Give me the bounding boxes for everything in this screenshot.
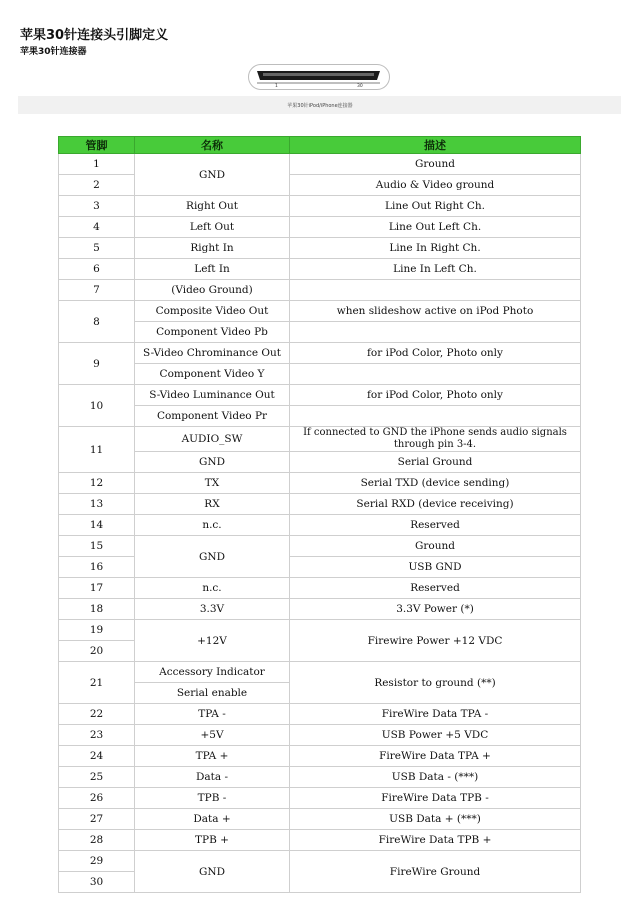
- table-cell: Reserved: [290, 515, 581, 536]
- table-row-1: [59, 154, 581, 175]
- table-row-19: [59, 620, 581, 641]
- table-cell: n.c.: [135, 578, 290, 599]
- table-cell: 25: [59, 767, 135, 788]
- table-cell: Line In Left Ch.: [290, 259, 581, 280]
- table-cell: 16: [59, 557, 135, 578]
- table-row-21a: [59, 662, 581, 683]
- table-row-14: [59, 515, 581, 536]
- table-row-22: [59, 704, 581, 725]
- table-cell: FireWire Data TPB -: [290, 788, 581, 809]
- table-row-11b: [59, 452, 581, 473]
- table-cell: Accessory Indicator: [135, 662, 290, 683]
- table-cell: 17: [59, 578, 135, 599]
- pinout-table: [58, 136, 581, 893]
- table-cell: Left Out: [135, 217, 290, 238]
- table-cell: 29: [59, 851, 135, 872]
- table-cell: 15: [59, 536, 135, 557]
- table-cell: Serial Ground: [290, 452, 581, 473]
- page-subtitle: 苹果30针连接器: [20, 47, 87, 57]
- header-description: 描述: [290, 137, 581, 154]
- table-cell: Serial RXD (device receiving): [290, 494, 581, 515]
- table-cell: Component Video Y: [135, 364, 290, 385]
- table-cell: Reserved: [290, 578, 581, 599]
- table-cell: FireWire Data TPA -: [290, 704, 581, 725]
- table-cell: RX: [135, 494, 290, 515]
- table-cell: 9: [59, 343, 135, 385]
- table-cell: 24: [59, 746, 135, 767]
- table-cell: for iPod Color, Photo only: [290, 343, 581, 364]
- table-cell: If connected to GND the iPhone sends audio signals through pin 3-4.: [290, 427, 581, 452]
- table-cell: Data -: [135, 767, 290, 788]
- table-cell: FireWire Data TPA +: [290, 746, 581, 767]
- table-cell: 20: [59, 641, 135, 662]
- table-row-4: [59, 217, 581, 238]
- figure-caption: 苹果30针iPod/iPhone连接器: [287, 103, 353, 109]
- table-cell: Serial enable: [135, 683, 290, 704]
- table-cell: 12: [59, 473, 135, 494]
- table-cell: (Video Ground): [135, 280, 290, 301]
- table-cell: 3.3V Power (*): [290, 599, 581, 620]
- table-cell: USB Data + (***): [290, 809, 581, 830]
- table-cell: 7: [59, 280, 135, 301]
- table-row-24: [59, 746, 581, 767]
- table-cell: Line Out Right Ch.: [290, 196, 581, 217]
- table-cell: n.c.: [135, 515, 290, 536]
- table-cell: 10: [59, 385, 135, 427]
- connector-pin-start-label: 1: [275, 84, 278, 88]
- table-row-29: [59, 851, 581, 872]
- table-cell: TPB +: [135, 830, 290, 851]
- table-cell: [290, 322, 581, 343]
- table-row-10b: [59, 406, 581, 427]
- table-cell: +5V: [135, 725, 290, 746]
- table-cell: 5: [59, 238, 135, 259]
- table-cell: AUDIO_SW: [135, 427, 290, 452]
- table-cell: S-Video Luminance Out: [135, 385, 290, 406]
- table-cell: Audio & Video ground: [290, 175, 581, 196]
- table-cell: FireWire Data TPB +: [290, 830, 581, 851]
- table-cell: USB Data - (***): [290, 767, 581, 788]
- table-row-11a: [59, 427, 581, 452]
- connector-icon: [249, 65, 388, 88]
- table-cell: 21: [59, 662, 135, 704]
- table-cell: Serial TXD (device sending): [290, 473, 581, 494]
- table-cell: TPA +: [135, 746, 290, 767]
- table-cell: TPB -: [135, 788, 290, 809]
- table-cell: Line In Right Ch.: [290, 238, 581, 259]
- table-row-28: [59, 830, 581, 851]
- table-cell: Ground: [290, 536, 581, 557]
- table-cell: 11: [59, 427, 135, 473]
- table-cell: 26: [59, 788, 135, 809]
- table-cell: 22: [59, 704, 135, 725]
- connector-illustration: [248, 64, 390, 90]
- table-cell: 2: [59, 175, 135, 196]
- table-row-25: [59, 767, 581, 788]
- table-row-8a: [59, 301, 581, 322]
- table-cell: for iPod Color, Photo only: [290, 385, 581, 406]
- table-cell: S-Video Chrominance Out: [135, 343, 290, 364]
- table-row-23: [59, 725, 581, 746]
- table-row-12: [59, 473, 581, 494]
- table-row-5: [59, 238, 581, 259]
- table-cell: FireWire Ground: [290, 851, 581, 893]
- connector-pin-end-label: 30: [357, 84, 363, 88]
- table-cell: 19: [59, 620, 135, 641]
- table-cell: TPA -: [135, 704, 290, 725]
- table-cell: Component Video Pb: [135, 322, 290, 343]
- table-cell: USB GND: [290, 557, 581, 578]
- table-row-27: [59, 809, 581, 830]
- table-cell: 30: [59, 872, 135, 893]
- table-row-9b: [59, 364, 581, 385]
- table-cell: Component Video Pr: [135, 406, 290, 427]
- table-body: [59, 154, 581, 893]
- table-cell: 13: [59, 494, 135, 515]
- table-cell: Composite Video Out: [135, 301, 290, 322]
- table-cell: [290, 280, 581, 301]
- table-row-7: [59, 280, 581, 301]
- table-cell: 6: [59, 259, 135, 280]
- table-cell: Right Out: [135, 196, 290, 217]
- header-pin: 管脚: [59, 137, 135, 154]
- table-row-8b: [59, 322, 581, 343]
- table-cell: [290, 364, 581, 385]
- table-cell: USB Power +5 VDC: [290, 725, 581, 746]
- table-cell: Firewire Power +12 VDC: [290, 620, 581, 662]
- table-cell: 3: [59, 196, 135, 217]
- page-title: 苹果30针连接头引脚定义: [20, 28, 169, 43]
- table-cell: 1: [59, 154, 135, 175]
- table-cell: Left In: [135, 259, 290, 280]
- table-cell: Data +: [135, 809, 290, 830]
- table-cell: GND: [135, 154, 290, 196]
- table-cell: GND: [135, 452, 290, 473]
- table-row-3: [59, 196, 581, 217]
- table-cell: 23: [59, 725, 135, 746]
- table-cell: 14: [59, 515, 135, 536]
- table-row-17: [59, 578, 581, 599]
- table-cell: Ground: [290, 154, 581, 175]
- table-cell: Resistor to ground (**): [290, 662, 581, 704]
- table-cell: [290, 406, 581, 427]
- table-cell: 8: [59, 301, 135, 343]
- table-cell: 18: [59, 599, 135, 620]
- table-row-13: [59, 494, 581, 515]
- table-row-15: [59, 536, 581, 557]
- table-cell: when slideshow active on iPod Photo: [290, 301, 581, 322]
- header-name: 名称: [135, 137, 290, 154]
- table-row-10a: [59, 385, 581, 406]
- table-cell: Line Out Left Ch.: [290, 217, 581, 238]
- table-row-18: [59, 599, 581, 620]
- table-cell: 3.3V: [135, 599, 290, 620]
- table-cell: Right In: [135, 238, 290, 259]
- table-row-6: [59, 259, 581, 280]
- table-cell: GND: [135, 851, 290, 893]
- table-cell: 27: [59, 809, 135, 830]
- table-row-9a: [59, 343, 581, 364]
- table-header-row: [59, 137, 581, 154]
- table-cell: 28: [59, 830, 135, 851]
- table-cell: +12V: [135, 620, 290, 662]
- table-cell: 4: [59, 217, 135, 238]
- table-cell: TX: [135, 473, 290, 494]
- table-cell: GND: [135, 536, 290, 578]
- table-row-26: [59, 788, 581, 809]
